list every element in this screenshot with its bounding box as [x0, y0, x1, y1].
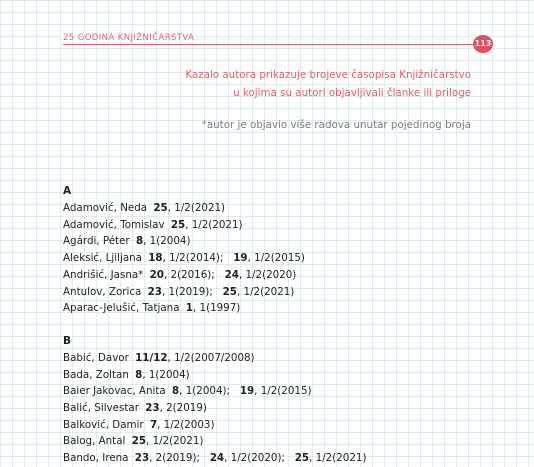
index-section: [63, 183, 503, 317]
index-entry: Agárdi, Péter 8, 1(2004): [63, 235, 191, 248]
issue-detail: 1/2(2014);: [169, 252, 224, 265]
issue-detail: 1(2004): [148, 368, 190, 381]
issue-number: 24: [209, 452, 225, 465]
issue-number: 7: [149, 418, 158, 431]
index-entry: Bando, Irena 23, 2(2019); 24, 1/2(2020); 25, 1/2(2021): [63, 452, 367, 465]
issue-detail: 2(2016);: [170, 268, 215, 281]
issue-number: 25: [170, 218, 186, 231]
issue-detail: 1(1997): [199, 302, 241, 315]
index-entry: Antulov, Zorica 23, 1(2019); 25, 1/2(2021): [63, 285, 295, 298]
issue-detail: 1/2(2003): [163, 418, 215, 431]
index-section: [63, 333, 503, 467]
author-name: Adamović, Tomislav: [63, 218, 165, 231]
issue-number: 1: [185, 302, 193, 315]
author-name: Babić, Davor: [63, 351, 129, 364]
issue-detail: 1/2(2007/2008): [174, 351, 255, 364]
issue-number: 20: [149, 268, 164, 281]
section-letter: A: [63, 185, 72, 197]
issue-number: 8: [135, 235, 144, 248]
index-entry: Baier Jakovac, Anita 8, 1(2004); 19, 1/2(2015): [63, 385, 312, 398]
author-name: Aleksić, Ljiljana: [63, 252, 142, 265]
author-name: Baier Jakovac, Anita: [63, 385, 166, 398]
issue-number: 18: [148, 252, 163, 265]
issue-detail: 1/2(2021): [152, 435, 204, 448]
issue-number: 25: [222, 285, 237, 298]
issue-number: 25: [131, 435, 147, 448]
section-letter: B: [63, 334, 72, 347]
index-entry: Balković, Damir 7, 1/2(2003): [63, 418, 215, 431]
issue-number: 23: [147, 285, 162, 298]
issue-number: 19: [233, 252, 248, 265]
issue-number: 8: [135, 368, 143, 381]
issue-detail: 1(2004): [149, 235, 191, 248]
issue-detail: 1/2(2015): [254, 252, 305, 265]
issue-number: 11/12: [135, 351, 168, 364]
asterisk-note: *autor je objavio više radova unutar pojedinog broja: [201, 119, 471, 131]
index-entry: Balog, Antal 25, 1/2(2021): [63, 435, 204, 448]
issue-detail: 1/2(2020): [245, 268, 297, 281]
issue-number: 25: [294, 452, 310, 465]
issue-detail: 2(2019);: [155, 452, 200, 465]
issue-number: 8: [172, 385, 180, 398]
issue-number: 23: [134, 452, 150, 465]
author-name: Bando, Irena: [63, 452, 129, 465]
running-title: 25 GODINA KNJIŽNIČARSTVA: [63, 33, 195, 43]
index-entry: Adamović, Tomislav 25, 1/2(2021): [63, 218, 243, 231]
intro-text: [185, 66, 471, 102]
author-name: Agárdi, Péter: [63, 235, 130, 248]
author-name: Aparac-Jelušić, Tatjana: [63, 302, 180, 315]
page-number-badge: 113: [473, 35, 493, 53]
issue-number: 25: [153, 202, 168, 214]
issue-detail: 1/2(2020);: [230, 452, 285, 465]
author-index: [63, 183, 503, 467]
header-rule: [63, 44, 476, 45]
author-name: Balić, Silvestar: [63, 402, 139, 415]
author-name: Balog, Antal: [63, 435, 126, 448]
index-entry: Bada, Zoltan 8, 1(2004): [63, 368, 190, 381]
index-entry: Aleksić, Ljiljana 18, 1/2(2014); 19, 1/2(2015): [63, 252, 305, 265]
index-entry: Balić, Silvestar 23, 2(2019): [63, 402, 207, 415]
issue-detail: 1(2019);: [168, 285, 213, 298]
intro-line-2: u kojima su autori objavljivali članke ili priloge: [233, 87, 471, 99]
author-name: Adamović, Neda: [63, 202, 148, 214]
author-name: Antulov, Zorica: [63, 285, 142, 298]
index-entry: Andrišić, Jasna* 20, 2(2016); 24, 1/2(2020): [63, 268, 297, 281]
index-entry: Adamović, Neda 25, 1/2(2021): [63, 202, 226, 214]
issue-detail: 1/2(2015): [260, 385, 312, 398]
issue-detail: 1/2(2021): [174, 202, 226, 214]
issue-number: 23: [145, 402, 160, 415]
intro-line-1: Kazalo autora prikazuje brojeve časopisa Knjižničarstvo: [185, 69, 471, 81]
issue-detail: 1/2(2021): [315, 452, 367, 465]
index-entry: Babić, Davor 11/12, 1/2(2007/2008): [63, 351, 255, 364]
issue-detail: 2(2019): [166, 402, 207, 415]
issue-number: 19: [239, 385, 255, 398]
index-entry: Aparac-Jelušić, Tatjana 1, 1(1997): [63, 302, 241, 315]
author-name: Bada, Zoltan: [63, 368, 129, 381]
issue-detail: 1/2(2021): [191, 218, 243, 231]
issue-detail: 1/2(2021): [243, 285, 295, 298]
author-name: Andrišić, Jasna*: [63, 268, 144, 281]
issue-number: 24: [224, 268, 239, 281]
issue-detail: 1(2004);: [185, 385, 230, 398]
author-name: Balković, Damir: [63, 418, 144, 431]
